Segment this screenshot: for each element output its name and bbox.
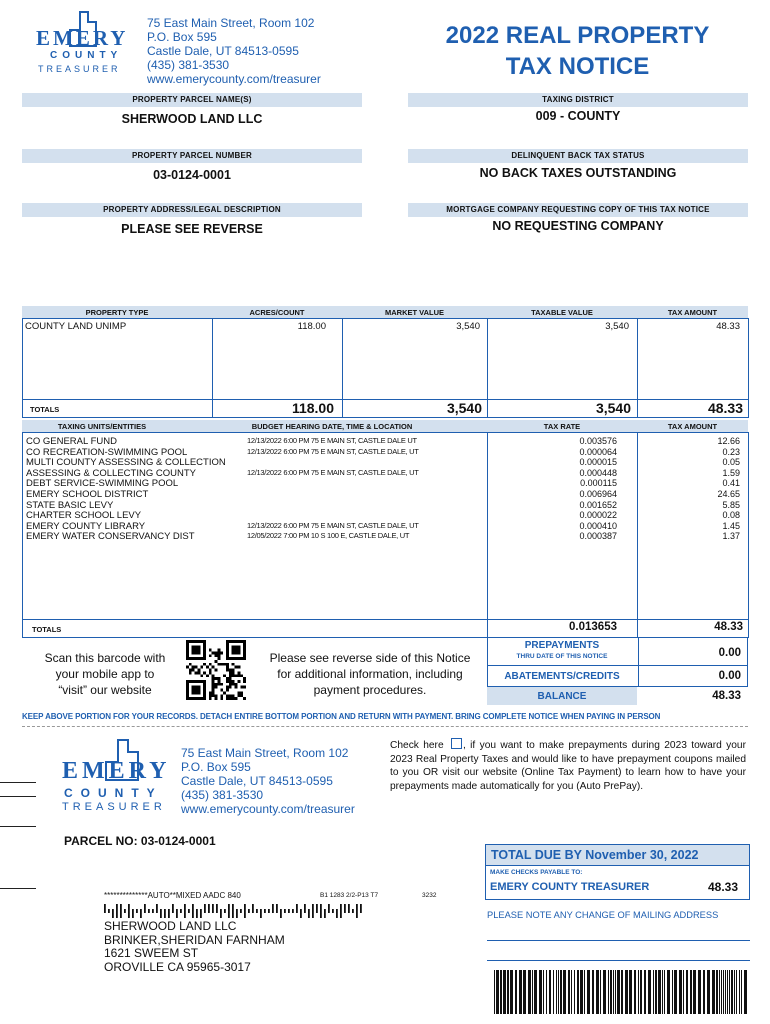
unit-amount: 0.08 [722, 510, 740, 521]
page-title [405, 20, 750, 82]
county-logo [30, 10, 130, 80]
unit-name: CHARTER SCHOOL LEVY [26, 510, 142, 522]
qr-code[interactable] [186, 640, 246, 700]
totals-label: TOTALS [30, 405, 60, 414]
stub-logo [58, 738, 176, 818]
taxing-district: 009 - COUNTY [535, 109, 621, 123]
unit-amount: 1.59 [722, 467, 740, 478]
scan-line: Scan this barcode with [44, 651, 166, 665]
logo-word-emery: EMERY [36, 26, 129, 50]
unit-rate: 0.000410 [579, 520, 617, 531]
unit-amount: 1.45 [722, 520, 740, 531]
prepayments-sub: THRU DATE OF THIS NOTICE [516, 653, 608, 660]
col-acres: ACRES/COUNT [249, 308, 305, 317]
stub-logo-emery: EMERY [62, 758, 171, 784]
unit-rate: 0.000448 [579, 467, 617, 478]
unit-name: DEBT SERVICE-SWIMMING POOL [26, 478, 179, 490]
mail-code: **************AUTO**MIXED AADC 840 [104, 891, 241, 900]
unit-hearing: 12/13/2022 6:00 PM 75 E MAIN ST, CASTLE DALE, UT [247, 446, 419, 456]
mail-code-3: 3232 [422, 892, 437, 899]
website-link[interactable]: www.emerycounty.com/treasurer [181, 802, 355, 816]
prepayments-value: 0.00 [718, 647, 741, 659]
col-tax-rate: TAX RATE [543, 422, 581, 431]
parcel-name-label: PROPERTY PARCEL NAME(S) [22, 93, 362, 107]
website-link[interactable]: www.emerycounty.com/treasurer [147, 72, 321, 86]
unit-amount: 0.23 [722, 446, 740, 457]
unit-amount: 5.85 [722, 499, 740, 510]
treasurer-address [147, 16, 321, 86]
address-line: (435) 381-3530 [181, 788, 264, 802]
unit-amount: 0.41 [722, 478, 740, 489]
mailing-line: SHERWOOD LAND LLC [104, 919, 237, 933]
detach-instructions: KEEP ABOVE PORTION FOR YOUR RECORDS. DETACH ENTIRE BOTTOM PORTION AND RETURN WITH PAYMENT. BRING COMPLETE NOTICE WHEN PAYING IN PERSON [22, 712, 661, 721]
balance-value: 48.33 [712, 690, 741, 702]
row-taxable-value: 3,540 [605, 321, 629, 332]
row-property-type: COUNTY LAND UNIMP [25, 321, 127, 332]
prepayment-checkbox[interactable] [451, 738, 462, 749]
margin-tick [0, 796, 36, 797]
address-line: P.O. Box 595 [181, 760, 251, 774]
total-acres: 118.00 [291, 400, 334, 416]
address-line: 75 East Main Street, Room 102 [181, 746, 349, 760]
property-address: PLEASE SEE REVERSE [121, 222, 263, 236]
property-address-label: PROPERTY ADDRESS/LEGAL DESCRIPTION [22, 203, 362, 217]
unit-name: EMERY WATER CONSERVANCY DIST [26, 531, 195, 543]
unit-amount: 24.65 [717, 489, 740, 499]
unit-hearing: 12/13/2022 6:00 PM 75 E MAIN ST, CASTLE DALE UT [247, 436, 417, 445]
divider [486, 865, 749, 866]
prepayments-label: PREPAYMENTS [524, 640, 600, 651]
margin-tick [0, 782, 36, 783]
unit-name: MULTI COUNTY ASSESSING & COLLECTION [26, 457, 226, 469]
unit-hearing: 12/13/2022 6:00 PM 75 E MAIN ST, CASTLE DALE, UT [247, 467, 419, 477]
col-hearing: BUDGET HEARING DATE, TIME & LOCATION [251, 422, 413, 431]
unit-rate: 0.001652 [579, 499, 617, 510]
mailing-line: BRINKER,SHERIDAN FARNHAM [104, 932, 285, 947]
total-due-label: TOTAL DUE BY November 30, 2022 [491, 848, 699, 862]
abatements-value: 0.00 [718, 670, 741, 682]
margin-tick [0, 888, 36, 889]
balance-label: BALANCE [537, 691, 587, 702]
payable-to-label: MAKE CHECKS PAYABLE TO: [490, 869, 583, 876]
total-market: 3,540 [446, 400, 482, 416]
address-line: (435) 381-3530 [147, 58, 230, 72]
total-due-box [485, 844, 750, 900]
row-market-value: 3,540 [456, 321, 480, 332]
change-address-note: PLEASE NOTE ANY CHANGE OF MAILING ADDRESS [487, 910, 719, 920]
unit-rate: 0.000115 [580, 478, 617, 489]
unit-rate: 0.000064 [579, 446, 617, 457]
col-taxing-units: TAXING UNITS/ENTITIES [57, 422, 147, 431]
total-tax: 48.33 [707, 400, 743, 416]
unit-rate: 0.000022 [579, 510, 617, 521]
unit-name: STATE BASIC LEVY [26, 499, 114, 511]
col-taxable-value: TAXABLE VALUE [531, 308, 593, 317]
note-line: for additional information, including [277, 667, 463, 681]
logo-word-treasurer: TREASURER [38, 64, 121, 74]
row-tax-amount: 48.33 [716, 321, 740, 332]
col-unit-tax-amount: TAX AMOUNT [667, 422, 718, 431]
logo-word-county: COUNTY [50, 50, 123, 61]
mortgage-company: NO REQUESTING COMPANY [492, 219, 664, 233]
mailing-line: OROVILLE CA 95965-3017 [104, 959, 251, 974]
prepayment-text: , if you want to make prepayments during 2023 toward your 2023 Real Property Taxes and would like to have prepayment coupons mailed to you OR visit our website (Online Tax Payment) to learn how to have your prepayments made automatically for you (Auto PrePay). [390, 740, 746, 792]
reverse-side-note [260, 650, 480, 698]
unit-name: ASSESSING & COLLECTING COUNTY [26, 467, 196, 479]
note-line: Please see reverse side of this Notice [269, 651, 471, 665]
unit-name: EMERY SCHOOL DISTRICT [26, 489, 149, 500]
stub-parcel-number: PARCEL NO: 03-0124-0001 [64, 834, 216, 848]
address-line-field[interactable] [487, 960, 750, 961]
unit-rate: 0.003576 [579, 436, 617, 446]
total-due-amount: 48.33 [707, 880, 738, 894]
mailing-address [104, 920, 285, 974]
unit-amount: 0.05 [722, 457, 740, 468]
parcel-number: 03-0124-0001 [153, 168, 231, 182]
unit-amount: 12.66 [717, 436, 740, 446]
note-line: payment procedures. [313, 683, 427, 697]
unit-hearing: 12/05/2022 7:00 PM 10 S 100 E, CASTLE DALE, UT [247, 531, 410, 541]
address-line: 75 East Main Street, Room 102 [147, 16, 315, 30]
unit-hearing: 12/13/2022 6:00 PM 75 E MAIN ST, CASTLE DALE, UT [247, 520, 419, 530]
total-rate: 0.013653 [569, 621, 617, 633]
address-line: P.O. Box 595 [147, 30, 217, 44]
mail-code-2: B1 1283 2/2-P13 T7 [320, 892, 379, 899]
stub-address [181, 746, 355, 816]
unit-amount: 1.37 [722, 531, 740, 542]
cell [22, 619, 488, 638]
abatements-label: ABATEMENTS/CREDITS [504, 671, 620, 682]
address-line-field[interactable] [487, 940, 750, 941]
row-acres: 118.00 [297, 321, 326, 332]
col-market-value: MARKET VALUE [384, 308, 445, 317]
property-table [22, 306, 748, 418]
units-total-amount: 48.33 [714, 621, 743, 633]
mailing-line: 1621 SWEEM ST [104, 946, 199, 960]
col-tax-amount: TAX AMOUNT [667, 308, 718, 317]
col-property-type: PROPERTY TYPE [85, 308, 149, 317]
scan-instructions [30, 650, 180, 698]
prepayment-request [390, 738, 746, 793]
delinquent-label: DELINQUENT BACK TAX STATUS [408, 149, 748, 163]
parcel-name: SHERWOOD LAND LLC [121, 112, 263, 126]
unit-name: CO GENERAL FUND [26, 436, 117, 447]
stub-logo-treasurer: TREASURER [62, 801, 166, 813]
stub-logo-county: COUNTY [64, 786, 163, 800]
address-line: Castle Dale, UT 84513-0595 [147, 44, 299, 58]
mortgage-label: MORTGAGE COMPANY REQUESTING COPY OF THIS TAX NOTICE [408, 203, 748, 217]
taxing-units-table [22, 420, 748, 638]
scan-line: “visit” our website [58, 683, 152, 697]
unit-rate: 0.006964 [579, 489, 617, 499]
scan-line: your mobile app to [55, 667, 155, 681]
address-line: Castle Dale, UT 84513-0595 [181, 774, 333, 788]
margin-tick [0, 826, 36, 827]
units-totals-label: TOTALS [32, 625, 62, 634]
title-line-1: 2022 REAL PROPERTY [445, 22, 710, 49]
taxing-district-label: TAXING DISTRICT [408, 93, 748, 107]
tear-line [22, 726, 748, 727]
check-here-text: Check here [390, 740, 444, 751]
unit-rate: 0.000015 [579, 457, 617, 468]
unit-name: CO RECREATION-SWIMMING POOL [26, 446, 188, 458]
payment-summary [487, 638, 748, 708]
unit-name: EMERY COUNTY LIBRARY [26, 520, 146, 532]
unit-rate: 0.000387 [579, 531, 617, 542]
scan-barcode [494, 970, 750, 1019]
delinquent-status: NO BACK TAXES OUTSTANDING [479, 166, 677, 180]
payable-to: EMERY COUNTY TREASURER [490, 881, 650, 893]
title-line-2: TAX NOTICE [505, 53, 650, 80]
parcel-number-label: PROPERTY PARCEL NUMBER [22, 149, 362, 163]
total-taxable: 3,540 [595, 400, 631, 416]
